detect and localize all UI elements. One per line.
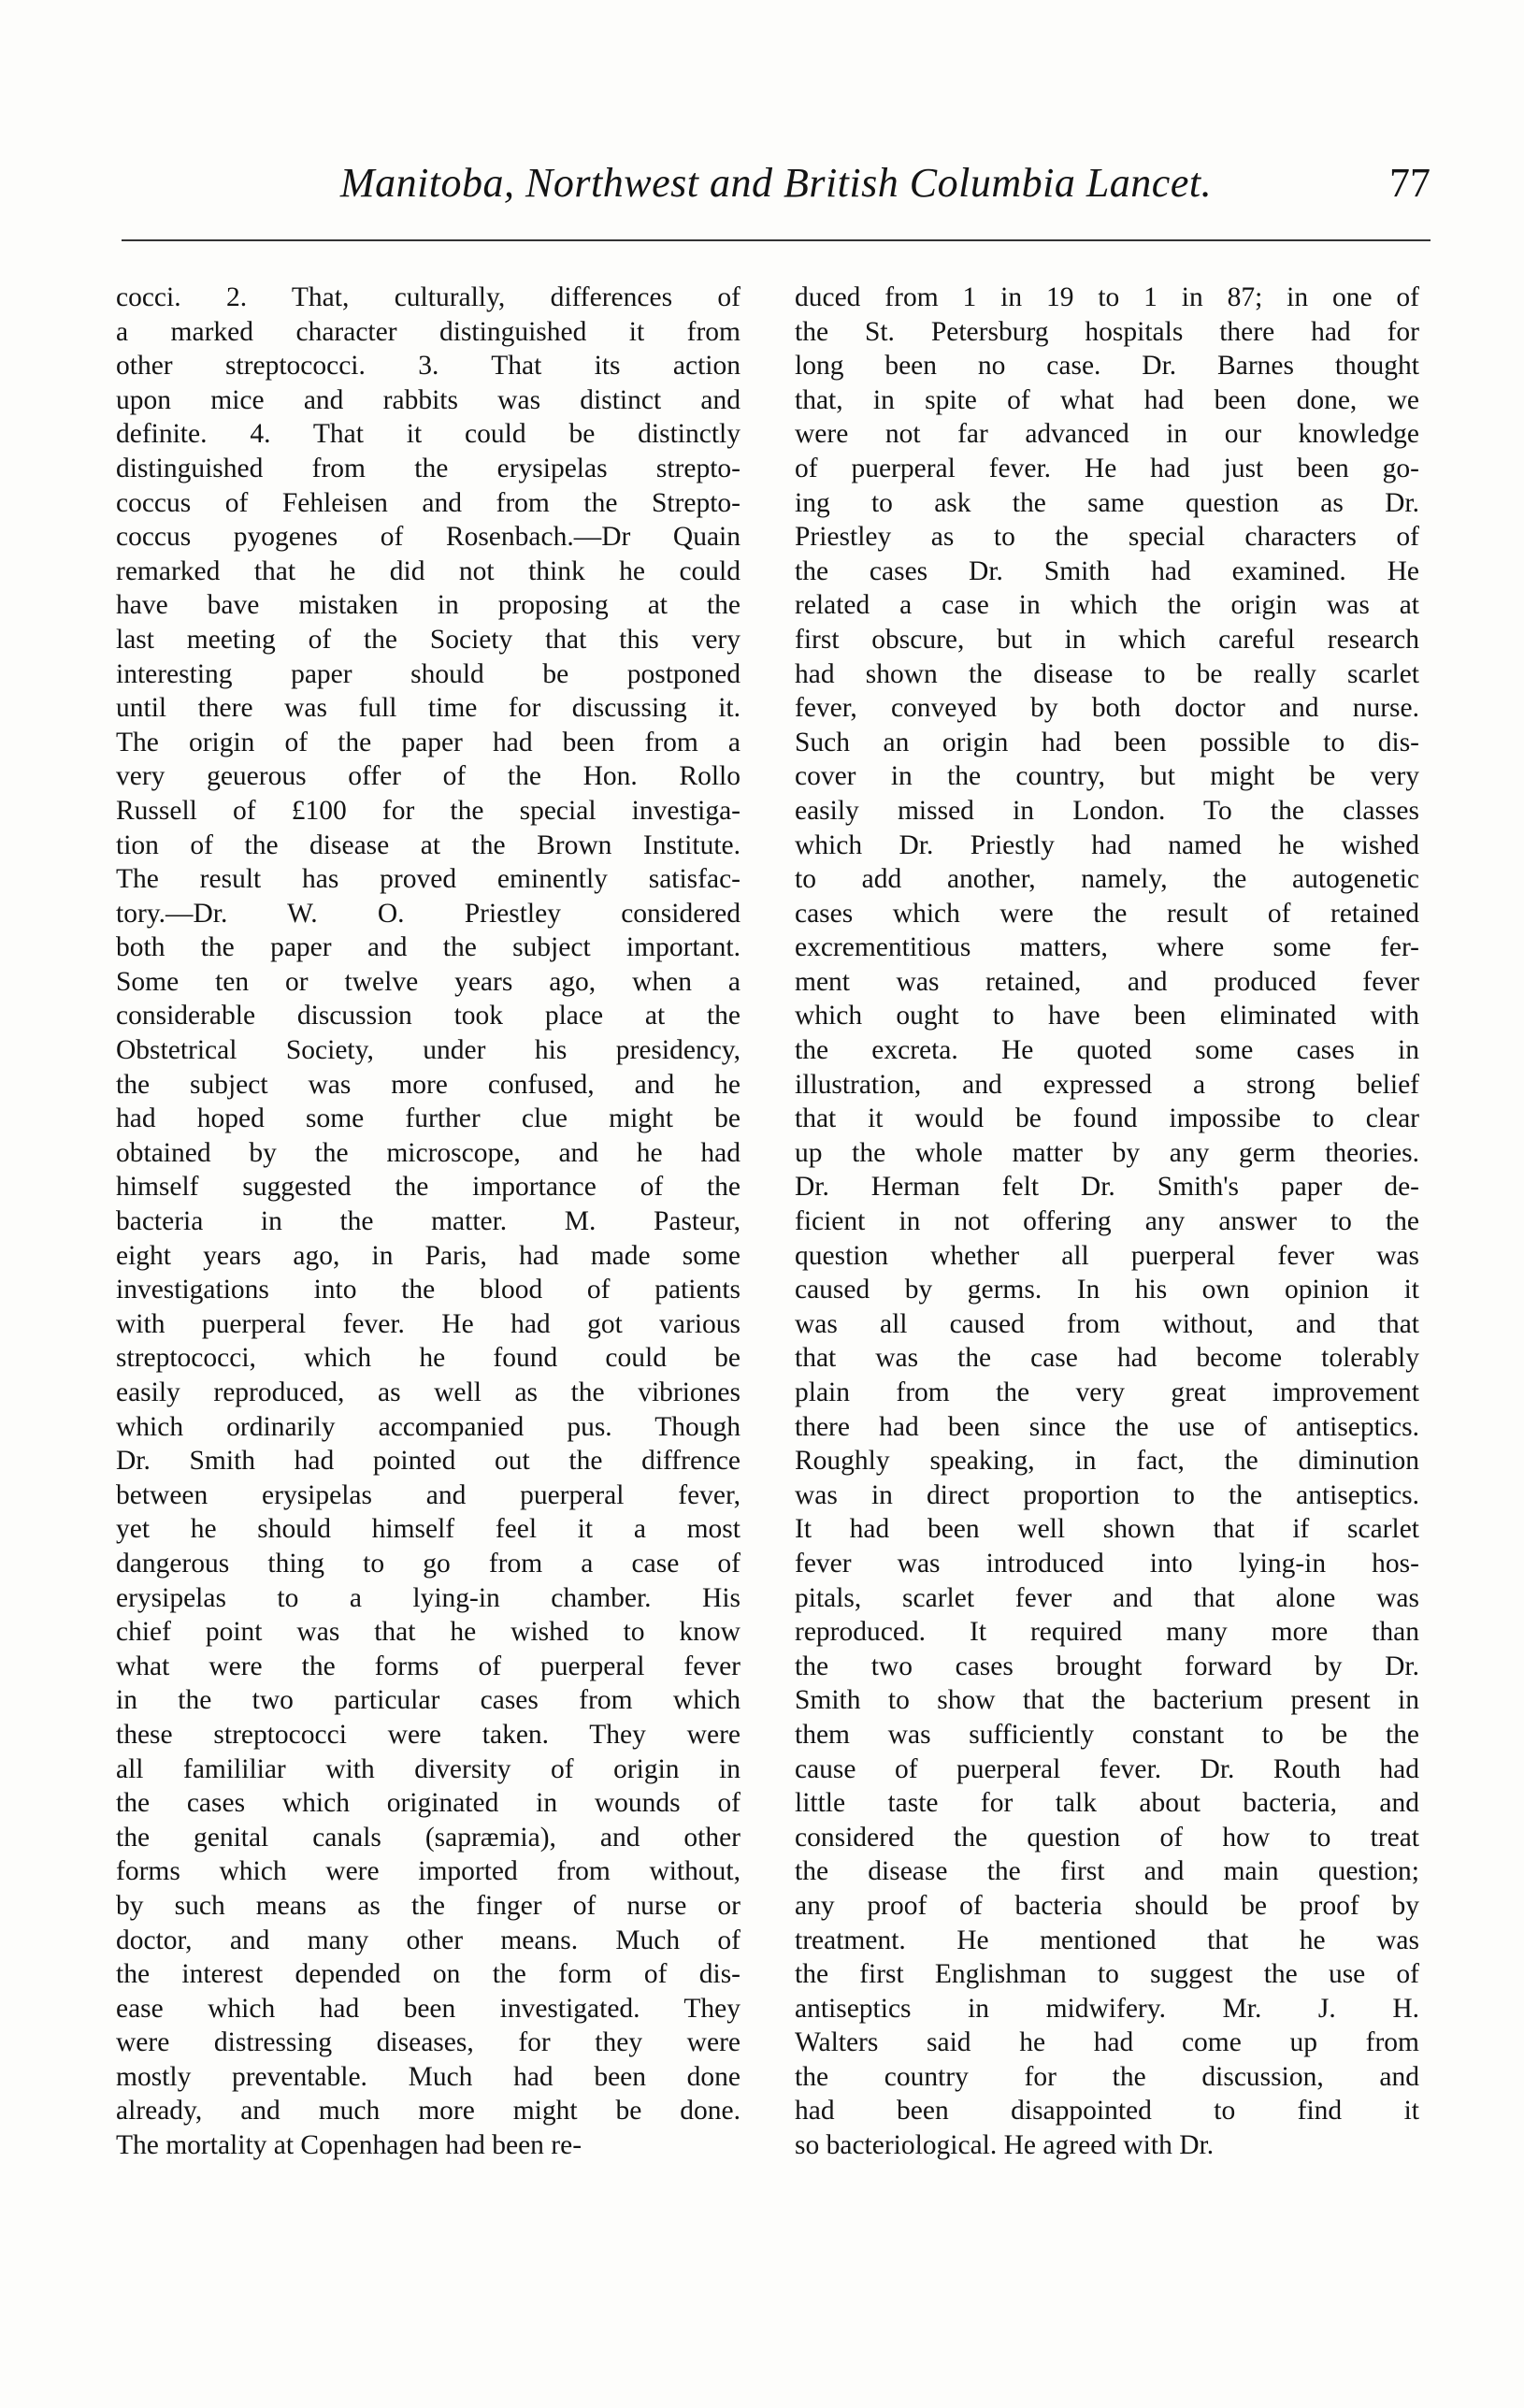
text-line: the disease the first and main question; [795,1856,1419,1887]
text-line: the St. Petersburg hospitals there had for [795,316,1419,347]
text-line: of puerperal fever. He had just been go- [795,453,1419,483]
text-line: the excreta. He quoted some cases in [795,1035,1419,1066]
text-line: related a case in which the origin was at [795,590,1419,621]
text-line: had hoped some further clue might be [116,1103,740,1134]
text-line: which Dr. Priestly had named he wished [795,829,1419,860]
text-line: Dr. Smith had pointed out the diffrence [116,1446,740,1477]
text-line: interesting paper should be postponed [116,658,740,689]
text-line: antiseptics in midwifery. Mr. J. H. [795,1993,1419,2024]
text-line: easily reproduced, as well as the vibriones [116,1377,740,1407]
text-line: The result has proved eminently satisfac- [116,864,740,895]
text-line: very geuerous offer of the Hon. Rollo [116,761,740,792]
text-line: Smith to show that the bacterium present in [795,1685,1419,1716]
text-line: himself suggested the importance of the [116,1172,740,1203]
header-rule [122,239,1431,241]
text-line: that, in spite of what had been done, we [795,384,1419,415]
right-column [795,281,1419,2163]
text-line: the first Englishman to suggest the use of [795,1959,1419,1990]
text-line: the cases which originated in wounds of [116,1788,740,1819]
text-line: these streptococci were taken. They were [116,1719,740,1750]
text-line: streptococci, which he found could be [116,1343,740,1374]
text-line: what were the forms of puerperal fever [116,1651,740,1681]
text-line: illustration, and expressed a strong belief [795,1069,1419,1100]
text-line: were not far advanced in our knowledge [795,419,1419,450]
text-line: Such an origin had been possible to dis- [795,727,1419,757]
text-line: Obstetrical Society, under his presidency, [116,1035,740,1066]
text-line: other streptococci. 3. That its action [116,351,740,382]
text-line: Priestley as to the special characters of [795,522,1419,553]
text-line: dangerous thing to go from a case of [116,1548,740,1579]
text-line: first obscure, but in which careful research [795,624,1419,655]
text-line: had been disappointed to find it [795,2096,1419,2127]
text-line: the country for the discussion, and [795,2061,1419,2092]
text-line: doctor, and many other means. Much of [116,1925,740,1955]
text-line: up the whole matter by any germ theories. [795,1137,1419,1168]
text-line: erysipelas to a lying-in chamber. His [116,1582,740,1613]
text-line: a marked character distinguished it from [116,316,740,347]
text-line: reproduced. It required many more than [795,1617,1419,1648]
text-line: ment was retained, and produced fever [795,966,1419,997]
text-line: last meeting of the Society that this very [116,624,740,655]
text-line: treatment. He mentioned that he was [795,1925,1419,1955]
text-line: upon mice and rabbits was distinct and [116,384,740,415]
text-line: easily missed in London. To the classes [795,795,1419,826]
text-line: that it would be found impossibe to clear [795,1103,1419,1134]
text-line: have bave mistaken in proposing at the [116,590,740,621]
text-line: chief point was that he wished to know [116,1617,740,1648]
text-line: yet he should himself feel it a most [116,1514,740,1545]
text-line: the two cases brought forward by Dr. [795,1651,1419,1681]
text-line: them was sufficiently constant to be the [795,1719,1419,1750]
text-line: ing to ask the same question as Dr. [795,487,1419,518]
text-line: coccus pyogenes of Rosenbach.—Dr Quain [116,522,740,553]
text-line: in the two particular cases from which [116,1685,740,1716]
text-line: Some ten or twelve years ago, when a [116,966,740,997]
text-line: the subject was more confused, and he [116,1069,740,1100]
text-line: long been no case. Dr. Barnes thought [795,351,1419,382]
text-line: Walters said he had come up from [795,2027,1419,2058]
text-line: was in direct proportion to the antiseptics. [795,1479,1419,1510]
text-line: there had been since the use of antiseptics. [795,1411,1419,1442]
text-line: the genital canals (sapræmia), and other [116,1822,740,1853]
text-line: caused by germs. In his own opinion it [795,1275,1419,1305]
text-line: definite. 4. That it could be distinctly [116,419,740,450]
running-header [122,159,1431,215]
text-line: cause of puerperal fever. Dr. Routh had [795,1753,1419,1784]
text-line: considered the question of how to treat [795,1822,1419,1853]
text-line: had shown the disease to be really scarlet [795,658,1419,689]
text-line: coccus of Fehleisen and from the Strepto- [116,487,740,518]
page-number: 77 [1389,160,1431,206]
text-line: ease which had been investigated. They [116,1993,740,2024]
text-line: The origin of the paper had been from a [116,727,740,757]
text-line: excrementitious matters, where some fer- [795,932,1419,963]
text-line: mostly preventable. Much had been done [116,2061,740,2092]
text-line: distinguished from the erysipelas strepto- [116,453,740,483]
text-line: fever, conveyed by both doctor and nurse. [795,693,1419,724]
text-line: all famililiar with diversity of origin in [116,1753,740,1784]
text-line: fever was introduced into lying-in hos- [795,1548,1419,1579]
text-line: cover in the country, but might be very [795,761,1419,792]
text-line: pitals, scarlet fever and that alone was [795,1582,1419,1613]
text-line: were distressing diseases, for they were [116,2027,740,2058]
text-line: to add another, namely, the autogenetic [795,864,1419,895]
text-line: by such means as the finger of nurse or [116,1890,740,1921]
text-line: which ordinarily accompanied pus. Though [116,1411,740,1442]
text-line: cases which were the result of retained [795,898,1419,929]
text-line: was all caused from without, and that [795,1308,1419,1339]
left-column [116,281,740,2163]
text-line: which ought to have been eliminated with [795,1001,1419,1031]
text-line: tory.—Dr. W. O. Priestley considered [116,898,740,929]
text-line: question whether all puerperal fever was [795,1240,1419,1271]
text-line: between erysipelas and puerperal fever, [116,1479,740,1510]
text-line: both the paper and the subject important. [116,932,740,963]
text-line: any proof of bacteria should be proof by [795,1890,1419,1921]
text-line: Roughly speaking, in fact, the diminution [795,1446,1419,1477]
text-line: remarked that he did not think he could [116,555,740,586]
text-line: ficient in not offering any answer to the [795,1206,1419,1237]
text-line: bacteria in the matter. M. Pasteur, [116,1206,740,1237]
text-line: that was the case had become tolerably [795,1343,1419,1374]
text-line: It had been well shown that if scarlet [795,1514,1419,1545]
text-line: Dr. Herman felt Dr. Smith's paper de- [795,1172,1419,1203]
text-line: investigations into the blood of patients [116,1275,740,1305]
text-line: the cases Dr. Smith had examined. He [795,555,1419,586]
text-line: little taste for talk about bacteria, and [795,1788,1419,1819]
text-line: already, and much more might be done. [116,2096,740,2127]
text-line: obtained by the microscope, and he had [116,1137,740,1168]
text-line: so bacteriological. He agreed with Dr. [795,2130,1215,2161]
text-line: until there was full time for discussing it. [116,693,740,724]
text-line: plain from the very great improvement [795,1377,1419,1407]
text-line: cocci. 2. That, culturally, differences of [116,282,740,312]
text-line: tion of the disease at the Brown Institute. [116,829,740,860]
text-line: with puerperal fever. He had got various [116,1308,740,1339]
text-line: considerable discussion took place at the [116,1001,740,1031]
text-line: duced from 1 in 19 to 1 in 87; in one of [795,282,1419,312]
running-title: Manitoba, Northwest and British Columbia Lancet. [339,160,1213,206]
text-line: eight years ago, in Paris, had made some [116,1240,740,1271]
text-line: forms which were imported from without, [116,1856,740,1887]
text-line: Russell of £100 for the special investiga- [116,795,740,826]
text-line: The mortality at Copenhagen had been re- [116,2130,582,2161]
text-line: the interest depended on the form of dis- [116,1959,740,1990]
